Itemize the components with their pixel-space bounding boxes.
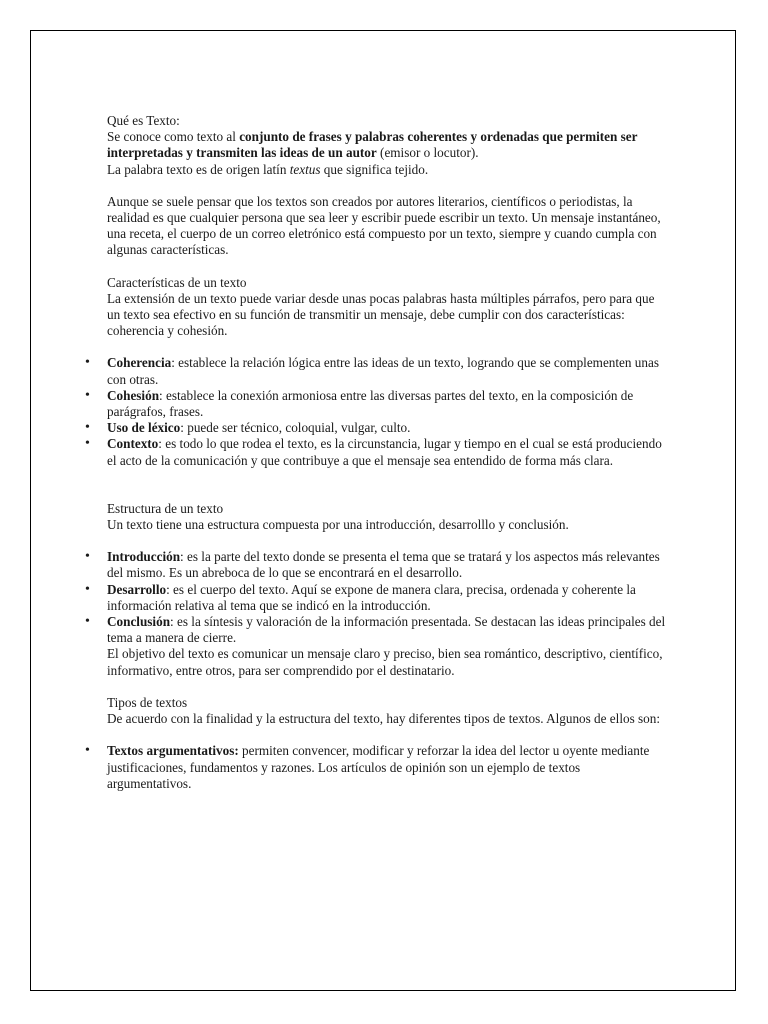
definition-bold: conjunto de frases y palabras coherentes y ordenadas que permiten ser interpretadas y transmiten las ideas de un autor [107, 129, 638, 161]
term-description: permiten convencer, modificar y reforzar la idea del lector u oyente mediante justificaciones, fundamentos y razones. Los artículos de opinión son un ejemplo de textos argumentativos. [107, 743, 650, 791]
term-description: : establece la relación lógica entre las ideas de un texto, logrando que se complementen unas con otras. [107, 355, 659, 387]
list-item-contexto [107, 436, 667, 468]
list-item-introduccion [107, 549, 667, 581]
list-item-conclusion [107, 614, 667, 679]
list-item-lexico [107, 420, 667, 436]
document-page [30, 30, 736, 991]
estructura-paragraph: Un texto tiene una estructura compuesta por una introducción, desarrolllo y conclusión. [107, 517, 569, 533]
heading-que-es-texto: Qué es Texto: [107, 113, 180, 128]
caracteristicas-list [107, 355, 667, 468]
term: Uso de léxico [107, 420, 181, 436]
list-item-desarrollo [107, 582, 667, 614]
definition-start: Se conoce como texto al [107, 129, 240, 145]
definition-line [107, 129, 667, 161]
intro-paragraph: Aunque se suele pensar que los textos son creados por autores literarios, científicos o periodistas, la realidad es que cualquier persona que sea leer y escribir puede escribir un texto. Un mensaje instantáneo, una receta, el cuerpo de un correo eletrónico está compuesto por un texto, siempre y cuando cumpla con algunas características. [107, 193, 661, 258]
list-item-coherencia [107, 355, 667, 387]
term-description: : es el cuerpo del texto. Aquí se expone de manera clara, precisa, ordenada y coherente la información relativa al tema que se indicó en la introducción. [107, 581, 636, 613]
estructura-closing: El objetivo del texto es comunicar un mensaje claro y preciso, bien sea romántico, descriptivo, científico, informativo, entre otros, para ser comprendido por el destinatario. [107, 646, 663, 678]
estructura-list [107, 549, 667, 679]
origin-italic: textus [289, 161, 321, 177]
term: Contexto [107, 436, 159, 452]
tipos-paragraph: De acuerdo con la finalidad y la estructura del texto, hay diferentes tipos de textos. Algunos de ellos son: [107, 711, 660, 727]
term: Conclusión [107, 614, 171, 630]
term: Textos argumentativos: [107, 743, 239, 759]
caracteristicas-paragraph: La extensión de un texto puede variar desde unas pocas palabras hasta múltiples párrafos, pero para que un texto sea efectivo en su función de transmitir un mensaje, debe cumplir con dos características: coherencia y cohesión. [107, 290, 655, 339]
term: Cohesión [107, 387, 160, 403]
origin-line [107, 162, 667, 178]
list-item-argumentativos [107, 743, 667, 792]
heading-tipos: Tipos de textos [107, 694, 188, 710]
term-description: : establece la conexión armoniosa entre las diversas partes del texto, en la composición de parágrafos, frases. [107, 387, 634, 420]
term-description: : es la parte del texto donde se presenta el tema que se tratará y los aspectos más relevantes del mismo. Es un abreboca de lo que se encontrará en el desarrollo. [107, 549, 660, 581]
term-description: : es la síntesis y valoración de la información presentada. Se destacan las ideas principales del tema a manera de cierre. [107, 614, 666, 646]
list-item-cohesion [107, 388, 667, 420]
tipos-list [107, 743, 667, 792]
heading-caracteristicas: Características de un texto [107, 274, 247, 290]
term: Introducción [107, 549, 181, 565]
term-description: : puede ser técnico, coloquial, vulgar, culto. [180, 420, 411, 436]
origin-start: La palabra texto es de origen latín [107, 161, 290, 177]
definition-end: (emisor o locutor). [376, 145, 479, 161]
origin-end: que significa tejido. [320, 161, 429, 177]
term: Coherencia [107, 355, 172, 371]
term-description: : es todo lo que rodea el texto, es la circunstancia, lugar y tiempo en el cual se está produciendo el acto de la comunicación y que contribuye a que el mensaje sea entendido de forma más clara. [107, 436, 662, 468]
heading-estructura: Estructura de un texto [107, 500, 224, 516]
document-body [107, 113, 667, 792]
term: Desarrollo [107, 581, 167, 597]
